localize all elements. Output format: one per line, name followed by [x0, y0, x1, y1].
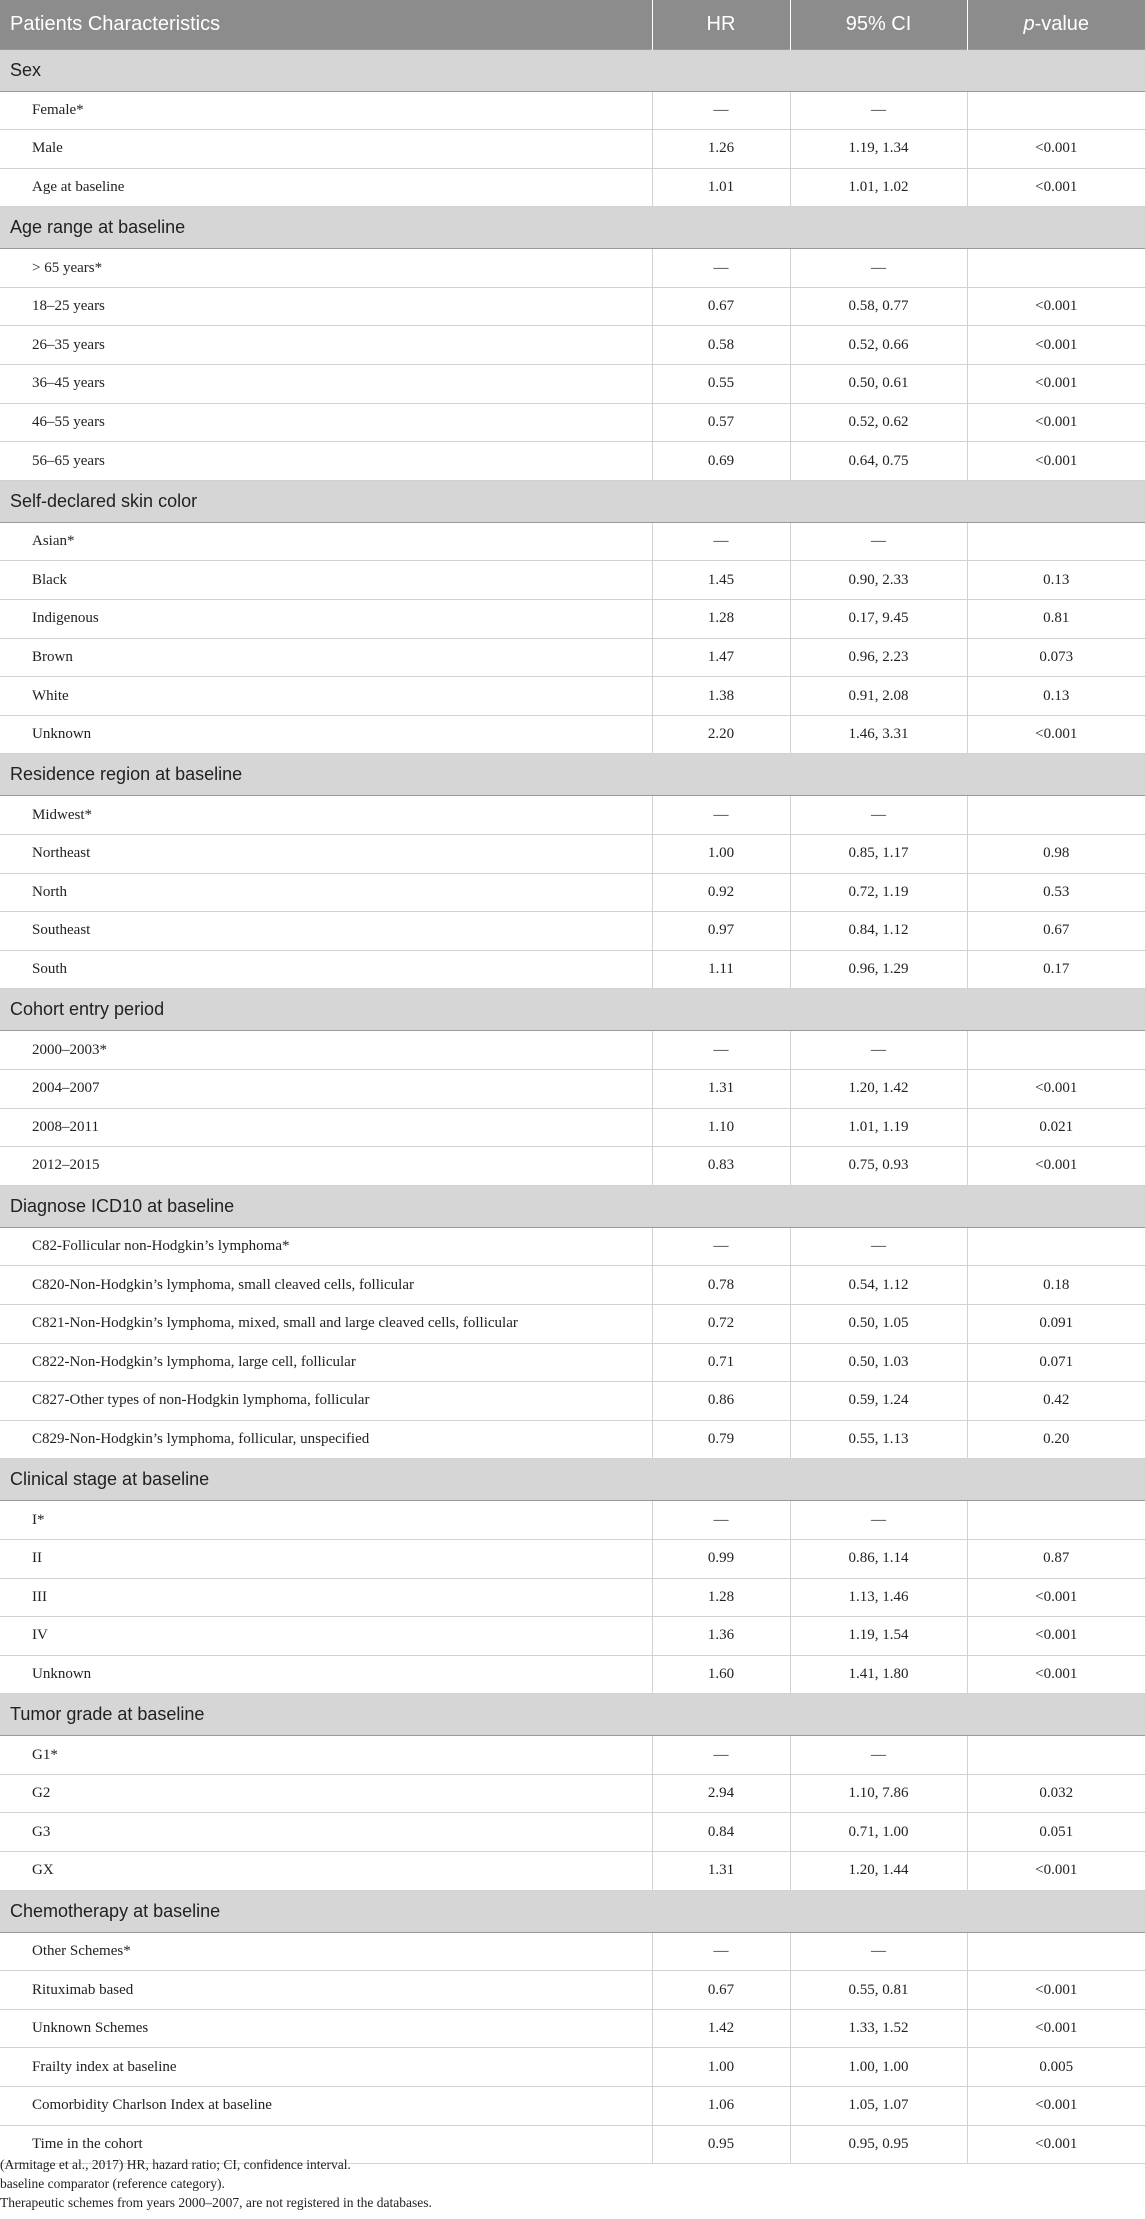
table-row [0, 403, 1145, 442]
header-hr: HR [652, 0, 790, 49]
row-label: South [0, 950, 652, 989]
row-pvalue: <0.001 [967, 442, 1145, 481]
row-hr: 1.01 [652, 168, 790, 207]
row-label: 2004–2007 [0, 1069, 652, 1108]
row-hr: — [652, 249, 790, 288]
row-pvalue: <0.001 [967, 1147, 1145, 1186]
row-ci: 0.55, 0.81 [790, 1971, 967, 2010]
table-row [0, 1147, 1145, 1186]
row-hr: 1.38 [652, 677, 790, 716]
table-row [0, 1420, 1145, 1459]
row-label: Rituximab based [0, 1971, 652, 2010]
row-ci: 0.90, 2.33 [790, 561, 967, 600]
row-hr: 0.95 [652, 2125, 790, 2164]
row-label: > 65 years* [0, 249, 652, 288]
row-hr: 0.69 [652, 442, 790, 481]
section-header-row [0, 1185, 1145, 1227]
row-pvalue: 0.021 [967, 1108, 1145, 1147]
table-row [0, 1774, 1145, 1813]
row-label: 18–25 years [0, 287, 652, 326]
row-label: C822-Non-Hodgkin’s lymphoma, large cell, follicular [0, 1343, 652, 1382]
row-ci: 1.33, 1.52 [790, 2009, 967, 2048]
row-label: G3 [0, 1813, 652, 1852]
table-row [0, 561, 1145, 600]
row-label: GX [0, 1852, 652, 1891]
row-ci: 0.75, 0.93 [790, 1147, 967, 1186]
row-label: Female* [0, 91, 652, 130]
section-header-row [0, 1459, 1145, 1501]
row-pvalue: 0.98 [967, 835, 1145, 874]
row-pvalue: 0.87 [967, 1539, 1145, 1578]
row-hr: 1.31 [652, 1069, 790, 1108]
row-pvalue: <0.001 [967, 287, 1145, 326]
table-row [0, 1971, 1145, 2010]
row-ci: 1.05, 1.07 [790, 2087, 967, 2126]
row-hr: 1.06 [652, 2087, 790, 2126]
row-ci: 0.86, 1.14 [790, 1539, 967, 1578]
table-row [0, 1266, 1145, 1305]
row-pvalue: <0.001 [967, 1852, 1145, 1891]
row-label: III [0, 1578, 652, 1617]
row-hr: 1.60 [652, 1655, 790, 1694]
row-pvalue: 0.073 [967, 638, 1145, 677]
row-pvalue [967, 796, 1145, 835]
table-row [0, 326, 1145, 365]
row-ci: 1.10, 7.86 [790, 1774, 967, 1813]
section-title: Cohort entry period [0, 989, 1145, 1031]
row-label: G2 [0, 1774, 652, 1813]
row-label: II [0, 1539, 652, 1578]
row-label: I* [0, 1501, 652, 1540]
row-ci: — [790, 91, 967, 130]
row-hr: 0.78 [652, 1266, 790, 1305]
row-pvalue: <0.001 [967, 1069, 1145, 1108]
row-ci: 0.50, 1.03 [790, 1343, 967, 1382]
row-hr: — [652, 91, 790, 130]
row-label: Comorbidity Charlson Index at baseline [0, 2087, 652, 2126]
table-footnotes [0, 2155, 1145, 2212]
row-ci: 1.46, 3.31 [790, 715, 967, 754]
row-ci: 1.19, 1.54 [790, 1617, 967, 1656]
row-hr: 0.97 [652, 912, 790, 951]
row-pvalue: <0.001 [967, 130, 1145, 169]
row-label: Midwest* [0, 796, 652, 835]
row-hr: 0.67 [652, 1971, 790, 2010]
row-hr: 0.67 [652, 287, 790, 326]
row-label: Age at baseline [0, 168, 652, 207]
row-hr: — [652, 796, 790, 835]
row-ci: 1.00, 1.00 [790, 2048, 967, 2087]
section-header-row [0, 1890, 1145, 1932]
row-label: Unknown Schemes [0, 2009, 652, 2048]
table-row [0, 130, 1145, 169]
row-hr: 1.47 [652, 638, 790, 677]
section-header-row [0, 49, 1145, 91]
row-ci: 0.52, 0.66 [790, 326, 967, 365]
row-hr: 1.31 [652, 1852, 790, 1891]
table-row [0, 638, 1145, 677]
row-ci: 1.13, 1.46 [790, 1578, 967, 1617]
row-pvalue: <0.001 [967, 715, 1145, 754]
header-pvalue-p: p [1023, 12, 1035, 35]
row-ci: — [790, 522, 967, 561]
row-ci: 0.95, 0.95 [790, 2125, 967, 2164]
row-pvalue: 0.67 [967, 912, 1145, 951]
table-row [0, 1501, 1145, 1540]
row-label: Southeast [0, 912, 652, 951]
row-label: Frailty index at baseline [0, 2048, 652, 2087]
table-row [0, 1736, 1145, 1775]
header-ci: 95% CI [790, 0, 967, 49]
row-pvalue [967, 249, 1145, 288]
row-hr: 1.45 [652, 561, 790, 600]
section-title: Diagnose ICD10 at baseline [0, 1185, 1145, 1227]
section-title: Tumor grade at baseline [0, 1694, 1145, 1736]
row-hr: 0.99 [652, 1539, 790, 1578]
table-row [0, 1108, 1145, 1147]
row-ci: — [790, 1227, 967, 1266]
row-label: Unknown [0, 715, 652, 754]
row-ci: 0.58, 0.77 [790, 287, 967, 326]
table-row [0, 1655, 1145, 1694]
row-hr: 0.79 [652, 1420, 790, 1459]
table-row [0, 249, 1145, 288]
row-ci: 0.96, 1.29 [790, 950, 967, 989]
row-hr: — [652, 1932, 790, 1971]
table-row [0, 1852, 1145, 1891]
row-ci: 1.20, 1.44 [790, 1852, 967, 1891]
table-row [0, 1304, 1145, 1343]
row-ci: — [790, 1501, 967, 1540]
row-ci: 1.01, 1.19 [790, 1108, 967, 1147]
table-row [0, 950, 1145, 989]
row-label: C82-Follicular non-Hodgkin’s lymphoma* [0, 1227, 652, 1266]
row-label: Asian* [0, 522, 652, 561]
row-ci: 1.01, 1.02 [790, 168, 967, 207]
section-header-row [0, 754, 1145, 796]
row-pvalue [967, 1501, 1145, 1540]
row-hr: 0.72 [652, 1304, 790, 1343]
row-pvalue: 0.81 [967, 600, 1145, 639]
table-body [0, 49, 1145, 2164]
row-pvalue: 0.18 [967, 1266, 1145, 1305]
row-pvalue: <0.001 [967, 2087, 1145, 2126]
row-pvalue: <0.001 [967, 1578, 1145, 1617]
row-label: 2012–2015 [0, 1147, 652, 1186]
header-pvalue [967, 0, 1145, 49]
row-hr: 1.42 [652, 2009, 790, 2048]
row-hr: 1.36 [652, 1617, 790, 1656]
row-label: 2008–2011 [0, 1108, 652, 1147]
row-hr: 1.26 [652, 130, 790, 169]
row-pvalue: <0.001 [967, 168, 1145, 207]
table-row [0, 1578, 1145, 1617]
row-hr: — [652, 1031, 790, 1070]
section-title: Chemotherapy at baseline [0, 1890, 1145, 1932]
row-pvalue: <0.001 [967, 403, 1145, 442]
row-ci: 0.52, 0.62 [790, 403, 967, 442]
row-label: G1* [0, 1736, 652, 1775]
row-label: Northeast [0, 835, 652, 874]
row-hr: 1.28 [652, 600, 790, 639]
table-row [0, 2009, 1145, 2048]
table-row [0, 796, 1145, 835]
table-row [0, 2048, 1145, 2087]
row-pvalue: 0.17 [967, 950, 1145, 989]
row-hr: 0.58 [652, 326, 790, 365]
row-hr: 1.10 [652, 1108, 790, 1147]
row-hr: 0.71 [652, 1343, 790, 1382]
row-pvalue [967, 1932, 1145, 1971]
row-hr: 0.86 [652, 1382, 790, 1421]
table-row [0, 1617, 1145, 1656]
table-row [0, 1343, 1145, 1382]
footnote-abbreviations: (Armitage et al., 2017) HR, hazard ratio; CI, confidence interval. [0, 2157, 351, 2172]
section-title: Age range at baseline [0, 207, 1145, 249]
row-label: Unknown [0, 1655, 652, 1694]
row-label: North [0, 873, 652, 912]
row-hr: 1.00 [652, 2048, 790, 2087]
table-row [0, 1069, 1145, 1108]
table-row [0, 1813, 1145, 1852]
row-hr: — [652, 1227, 790, 1266]
row-pvalue [967, 522, 1145, 561]
table-row [0, 677, 1145, 716]
section-title: Self-declared skin color [0, 480, 1145, 522]
section-title: Clinical stage at baseline [0, 1459, 1145, 1501]
row-label: IV [0, 1617, 652, 1656]
table-row [0, 168, 1145, 207]
table-row [0, 522, 1145, 561]
row-pvalue: 0.091 [967, 1304, 1145, 1343]
row-ci: 0.54, 1.12 [790, 1266, 967, 1305]
row-ci: — [790, 1031, 967, 1070]
row-label: Brown [0, 638, 652, 677]
row-pvalue: 0.53 [967, 873, 1145, 912]
row-ci: 0.85, 1.17 [790, 835, 967, 874]
row-ci: — [790, 249, 967, 288]
row-ci: 0.17, 9.45 [790, 600, 967, 639]
row-ci: 1.19, 1.34 [790, 130, 967, 169]
row-pvalue: <0.001 [967, 326, 1145, 365]
row-label: Male [0, 130, 652, 169]
row-ci: 0.84, 1.12 [790, 912, 967, 951]
row-hr: 1.00 [652, 835, 790, 874]
row-pvalue: 0.20 [967, 1420, 1145, 1459]
row-label: White [0, 677, 652, 716]
row-pvalue: <0.001 [967, 1655, 1145, 1694]
row-pvalue: 0.051 [967, 1813, 1145, 1852]
table-row [0, 1382, 1145, 1421]
row-ci: 1.41, 1.80 [790, 1655, 967, 1694]
table-row [0, 835, 1145, 874]
row-pvalue: <0.001 [967, 2009, 1145, 2048]
table-row [0, 1031, 1145, 1070]
row-hr: 0.92 [652, 873, 790, 912]
row-pvalue: 0.13 [967, 561, 1145, 600]
row-hr: — [652, 1501, 790, 1540]
row-pvalue [967, 1736, 1145, 1775]
row-hr: 0.57 [652, 403, 790, 442]
section-header-row [0, 989, 1145, 1031]
row-label: 2000–2003* [0, 1031, 652, 1070]
row-hr: 2.94 [652, 1774, 790, 1813]
row-pvalue [967, 91, 1145, 130]
row-ci: 0.96, 2.23 [790, 638, 967, 677]
section-header-row [0, 1694, 1145, 1736]
row-ci: — [790, 1736, 967, 1775]
section-title: Residence region at baseline [0, 754, 1145, 796]
row-label: C827-Other types of non-Hodgkin lymphoma, follicular [0, 1382, 652, 1421]
row-hr: 1.28 [652, 1578, 790, 1617]
table-row [0, 600, 1145, 639]
row-ci: — [790, 1932, 967, 1971]
table-row [0, 91, 1145, 130]
header-characteristics: Patients Characteristics [0, 0, 652, 49]
row-hr: 0.83 [652, 1147, 790, 1186]
table-row [0, 912, 1145, 951]
table-row [0, 1539, 1145, 1578]
table-row [0, 873, 1145, 912]
row-label: Other Schemes* [0, 1932, 652, 1971]
table-row [0, 365, 1145, 404]
section-title: Sex [0, 49, 1145, 91]
table-row [0, 715, 1145, 754]
row-label: Black [0, 561, 652, 600]
row-pvalue: 0.42 [967, 1382, 1145, 1421]
row-pvalue: 0.13 [967, 677, 1145, 716]
row-hr: 0.84 [652, 1813, 790, 1852]
row-label: 56–65 years [0, 442, 652, 481]
row-label: 26–35 years [0, 326, 652, 365]
row-pvalue: <0.001 [967, 1617, 1145, 1656]
row-label: Indigenous [0, 600, 652, 639]
header-pvalue-rest: -value [1034, 12, 1090, 35]
row-ci: 1.20, 1.42 [790, 1069, 967, 1108]
row-pvalue: 0.005 [967, 2048, 1145, 2087]
row-pvalue: 0.071 [967, 1343, 1145, 1382]
table-row [0, 2087, 1145, 2126]
section-header-row [0, 480, 1145, 522]
row-ci: 0.55, 1.13 [790, 1420, 967, 1459]
footnote-schemes: Therapeutic schemes from years 2000–2007, are not registered in the databases. [0, 2195, 432, 2210]
row-hr: 1.11 [652, 950, 790, 989]
row-pvalue: <0.001 [967, 365, 1145, 404]
row-label: 46–55 years [0, 403, 652, 442]
row-label: 36–45 years [0, 365, 652, 404]
table-header-row [0, 0, 1145, 49]
row-ci: 0.50, 0.61 [790, 365, 967, 404]
row-ci: 0.72, 1.19 [790, 873, 967, 912]
row-hr: 2.20 [652, 715, 790, 754]
table-row [0, 287, 1145, 326]
row-ci: — [790, 796, 967, 835]
row-hr: 0.55 [652, 365, 790, 404]
row-ci: 0.71, 1.00 [790, 1813, 967, 1852]
row-ci: 0.64, 0.75 [790, 442, 967, 481]
table-row [0, 1932, 1145, 1971]
row-pvalue: 0.032 [967, 1774, 1145, 1813]
section-header-row [0, 207, 1145, 249]
table-row [0, 442, 1145, 481]
row-label: Time in the cohort [0, 2125, 652, 2164]
table-row [0, 1227, 1145, 1266]
row-ci: 0.59, 1.24 [790, 1382, 967, 1421]
row-hr: — [652, 1736, 790, 1775]
row-label: C821-Non-Hodgkin’s lymphoma, mixed, small and large cleaved cells, follicular [0, 1304, 652, 1343]
row-pvalue [967, 1227, 1145, 1266]
row-label: C820-Non-Hodgkin’s lymphoma, small cleaved cells, follicular [0, 1266, 652, 1305]
row-pvalue [967, 1031, 1145, 1070]
row-pvalue: <0.001 [967, 1971, 1145, 2010]
footnote-reference: baseline comparator (reference category). [0, 2176, 225, 2191]
row-label: C829-Non-Hodgkin’s lymphoma, follicular, unspecified [0, 1420, 652, 1459]
row-hr: — [652, 522, 790, 561]
row-ci: 0.50, 1.05 [790, 1304, 967, 1343]
row-pvalue: <0.001 [967, 2125, 1145, 2164]
row-ci: 0.91, 2.08 [790, 677, 967, 716]
